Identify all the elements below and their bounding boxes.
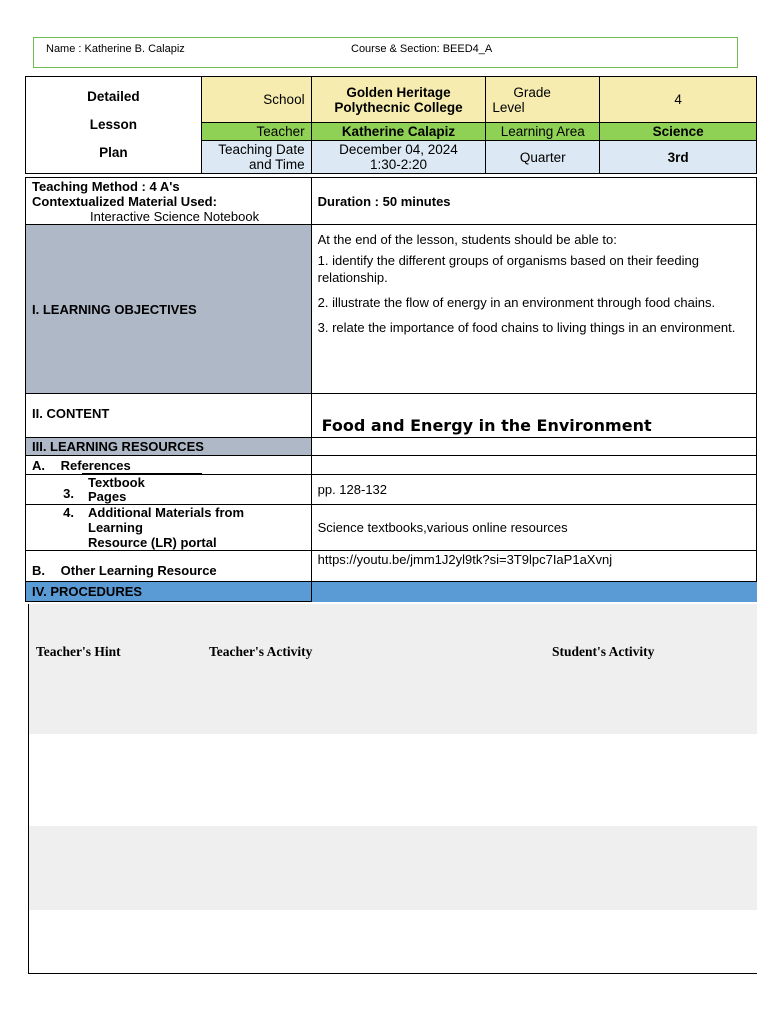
other-resource-link[interactable]: https://youtu.be/jmm1J2yl9tk?si=3T9lpc7IaP1aXvnj [311, 551, 756, 582]
school-line-2: Polythecnic College [334, 99, 463, 115]
other-resource-letter: B. [32, 562, 45, 578]
date-value-line-1: December 04, 2024 [339, 142, 458, 157]
col-students-activity: Student's Activity [552, 644, 655, 659]
lesson-plan-table [25, 177, 757, 602]
additional-materials-line-3: Resource (LR) portal [88, 535, 217, 550]
objective-1: 1. identify the different groups of organisms based on their feeding relationship. [317, 253, 699, 285]
date-label-line-2: and Time [249, 157, 305, 172]
course-section: Course & Section: BEED4_A [351, 43, 493, 55]
textbook-pages-value: pp. 128-132 [311, 475, 756, 505]
student-name: Name : Katherine B. Calapiz [46, 43, 185, 55]
grade-label-line-1: Grade [513, 84, 551, 100]
learning-area-label: Learning Area [486, 123, 600, 141]
school-line-1: Golden Heritage [346, 84, 451, 100]
procedures-header-band [29, 604, 757, 734]
teaching-date-label [201, 141, 311, 174]
title-line-3: Plan [99, 145, 128, 160]
procedures-row-3 [29, 910, 757, 973]
quarter-value: 3rd [600, 141, 757, 174]
references-empty [311, 456, 756, 475]
grade-label [486, 77, 600, 123]
additional-materials-row [26, 505, 312, 551]
duration: Duration : 50 minutes [311, 178, 756, 225]
contextualized-material-value: Interactive Science Notebook [90, 208, 260, 224]
grade-label-line-2: Level [492, 99, 525, 115]
content-value: Food and Energy in the Environment [311, 394, 756, 438]
procedures-bar [311, 582, 756, 602]
procedures-area [28, 604, 757, 974]
teacher-value: Katherine Calapiz [311, 123, 486, 141]
objectives-list [311, 225, 756, 394]
date-value-line-2: 1:30-2:20 [369, 157, 427, 172]
references-underline [82, 473, 202, 474]
objectives-label: I. LEARNING OBJECTIVES [26, 225, 312, 394]
teaching-method: Teaching Method : 4 A's [32, 178, 180, 194]
learning-resources-empty [311, 438, 756, 456]
objective-2: 2. illustrate the flow of energy in an environment through food chains. [317, 295, 716, 310]
method-cell [26, 178, 312, 225]
references-letter: A. [32, 457, 45, 473]
title-line-1: Detailed [87, 89, 140, 104]
procedures-row-2 [29, 826, 757, 910]
header-table [25, 76, 757, 174]
procedures-label: IV. PROCEDURES [26, 582, 312, 602]
textbook-row [26, 475, 312, 505]
contextualized-material-label: Contextualized Material Used: [32, 193, 217, 209]
school-value [311, 77, 486, 123]
references-label: References [60, 457, 131, 473]
col-teachers-activity: Teacher's Activity [209, 644, 313, 659]
date-label-line-1: Teaching Date [218, 142, 305, 157]
school-label: School [201, 77, 311, 123]
learning-area-value: Science [600, 123, 757, 141]
teacher-label: Teacher [201, 123, 311, 141]
col-teachers-hint: Teacher's Hint [36, 644, 121, 659]
additional-materials-line-1: Additional Materials from [88, 505, 245, 520]
objective-3: 3. relate the importance of food chains to living things in an environment. [317, 320, 736, 335]
quarter-label: Quarter [486, 141, 600, 174]
grade-value: 4 [600, 77, 757, 123]
content-label: II. CONTENT [26, 394, 312, 438]
other-resource-label: Other Learning Resource [60, 562, 217, 578]
name-course-box [33, 37, 738, 68]
objectives-intro: At the end of the lesson, students should be able to: [317, 232, 617, 247]
references-row [26, 456, 312, 475]
textbook-label-line-1: Textbook [88, 474, 145, 490]
additional-materials-number: 4. [63, 505, 74, 520]
learning-resources-label: III. LEARNING RESOURCES [26, 438, 312, 456]
textbook-label-line-2: Pages [88, 488, 127, 504]
additional-materials-line-2: Learning [88, 520, 143, 535]
document-title [26, 77, 202, 174]
additional-materials-value: Science textbooks,various online resources [311, 505, 756, 551]
other-resource-row [26, 551, 312, 582]
textbook-number: 3. [63, 485, 74, 501]
teaching-date-value [311, 141, 486, 174]
title-line-2: Lesson [89, 117, 137, 132]
procedures-row-1 [29, 734, 757, 826]
